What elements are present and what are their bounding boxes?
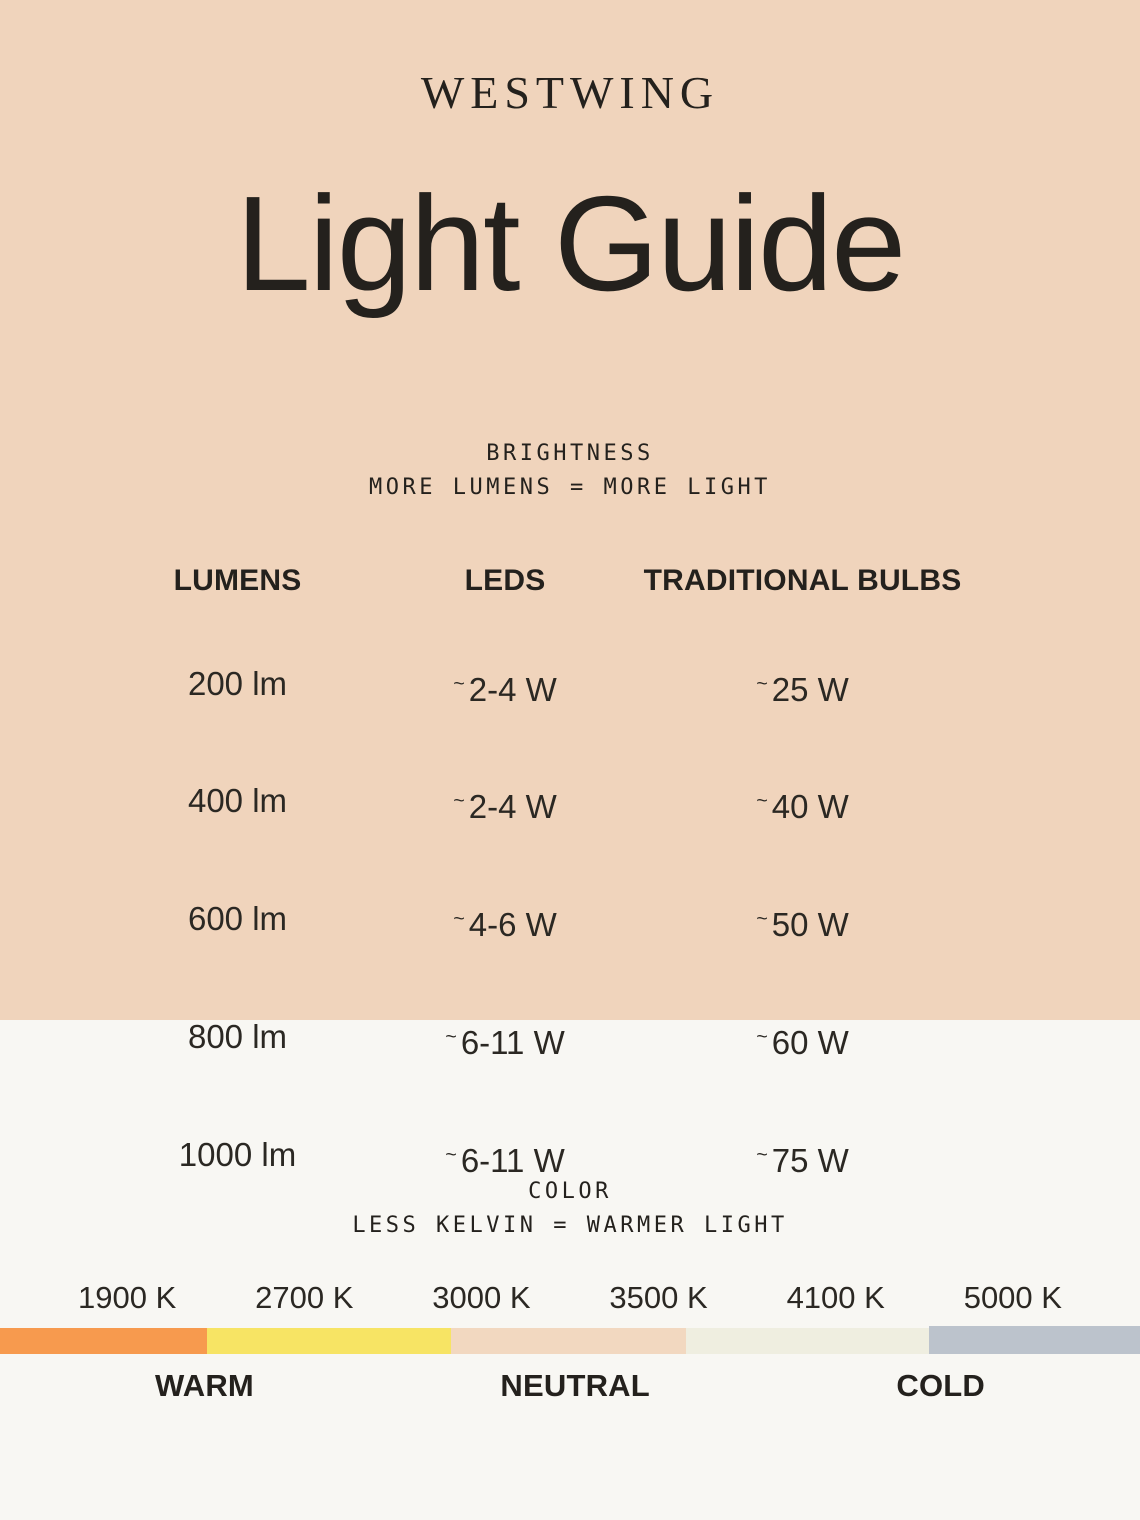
scale-segment-warm-orange — [0, 1328, 207, 1354]
leds-value: ~ 2-4 W — [380, 774, 630, 834]
table-row — [0, 657, 1140, 717]
kelvin-label: 3000 K — [432, 1280, 531, 1315]
traditional-value: ~ 25 W — [630, 657, 975, 717]
table-row — [0, 1010, 1140, 1070]
leds-value: ~ 6-11 W — [380, 1010, 630, 1070]
approx-symbol: ~ — [756, 1144, 768, 1167]
kelvin-label: 2700 K — [255, 1280, 354, 1315]
brand-logo: WESTWING — [420, 67, 720, 118]
temperature-labels-row — [0, 1367, 1140, 1405]
traditional-value: ~ 50 W — [630, 892, 975, 952]
table-row — [0, 774, 1140, 834]
approx-symbol: ~ — [756, 790, 768, 813]
traditional-value: ~ 40 W — [630, 774, 975, 834]
approx-symbol: ~ — [445, 1026, 457, 1049]
lumens-value: 600 lm — [187, 900, 288, 938]
color-heading: COLOR — [528, 1179, 612, 1204]
approx-symbol: ~ — [756, 908, 768, 931]
table-row — [0, 892, 1140, 952]
kelvin-label: 4100 K — [786, 1280, 885, 1315]
kelvin-labels-row — [0, 1279, 1140, 1317]
column-header-lumens: LUMENS — [173, 563, 302, 597]
approx-symbol: ~ — [756, 1026, 768, 1049]
brightness-heading: BRIGHTNESS — [486, 440, 654, 466]
leds-value: ~ 2-4 W — [380, 657, 630, 717]
scale-segment-neutral-cream — [686, 1328, 929, 1354]
lumens-value: 1000 lm — [178, 1136, 297, 1174]
page-title: Light Guide — [235, 167, 905, 319]
lumen-table-header — [0, 563, 1140, 599]
traditional-value: ~ 60 W — [630, 1010, 975, 1070]
scale-segment-neutral-peach — [451, 1328, 686, 1354]
color-subheading: LESS KELVIN = WARMER LIGHT — [352, 1213, 788, 1238]
brightness-heading-block — [0, 437, 1140, 505]
lumens-value: 400 lm — [187, 782, 288, 820]
approx-symbol: ~ — [453, 672, 465, 695]
column-header-leds: LEDS — [464, 563, 546, 597]
kelvin-label: 3500 K — [609, 1280, 708, 1315]
approx-symbol: ~ — [445, 1144, 457, 1167]
lumens-value: 800 lm — [187, 1018, 288, 1056]
leds-value: ~ 4-6 W — [380, 892, 630, 952]
temperature-label-neutral: NEUTRAL — [500, 1368, 650, 1403]
temperature-label-warm: WARM — [155, 1368, 254, 1403]
approx-symbol: ~ — [453, 908, 465, 931]
kelvin-label: 1900 K — [78, 1280, 177, 1315]
traditional-value: ~ 75 W — [630, 1128, 975, 1188]
color-temperature-scale — [0, 1328, 1140, 1354]
brightness-subheading: MORE LUMENS = MORE LIGHT — [369, 474, 771, 500]
temperature-label-cold: COLD — [896, 1368, 985, 1403]
column-header-traditional-bulbs: TRADITIONAL BULBS — [643, 563, 962, 597]
lumens-value: 200 lm — [187, 664, 288, 702]
scale-segment-cold-blue — [929, 1326, 1140, 1354]
approx-symbol: ~ — [756, 672, 768, 695]
color-temperature-section — [0, 1020, 1140, 1520]
kelvin-label: 5000 K — [963, 1280, 1062, 1315]
scale-segment-warm-yellow — [207, 1328, 451, 1354]
approx-symbol: ~ — [453, 790, 465, 813]
leds-value: ~ 6-11 W — [380, 1128, 630, 1188]
